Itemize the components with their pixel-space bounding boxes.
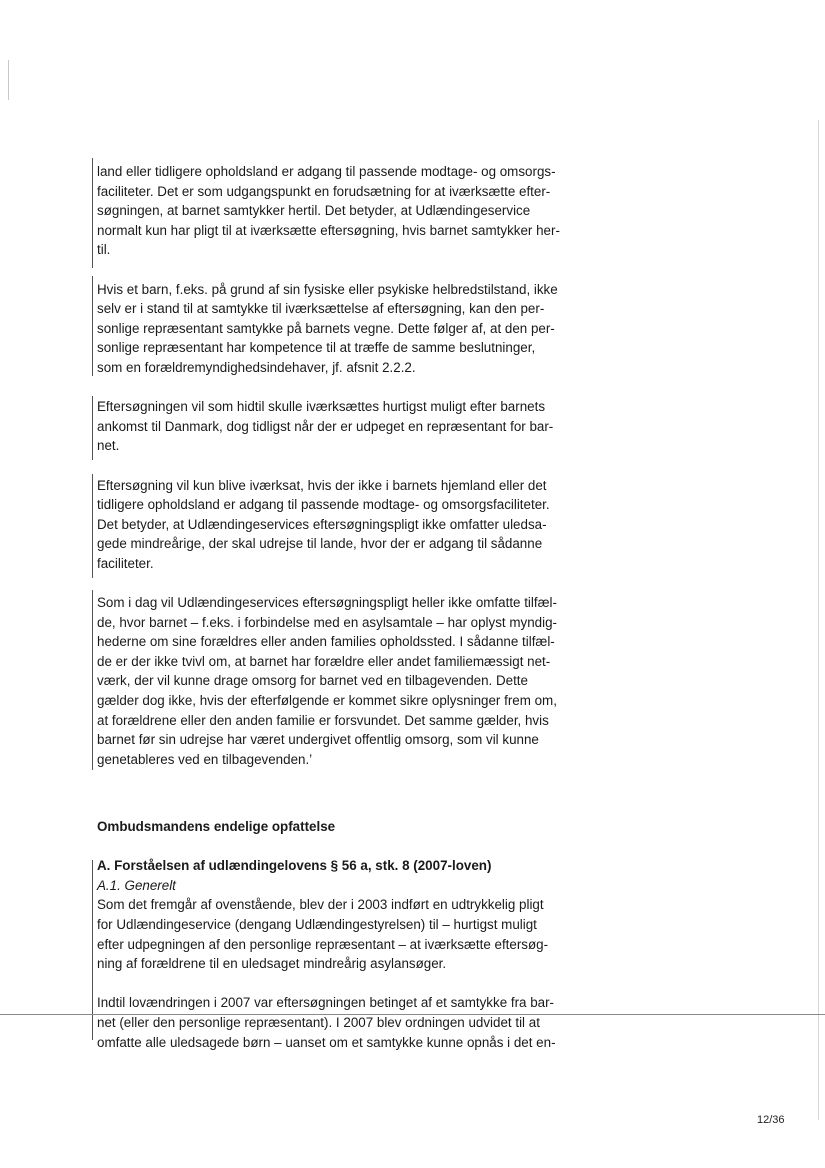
- body-paragraph: Som det fremgår af ovenstående, blev der i 2003 indført en udtrykkelig pligt for Udlændingeservice (dengang Udlændingestyrelsen) til – hurtigst muligt efter udpegningen af den personlige repræsentant – at iværksætte eftersøg- ning af forældrene til en uledsaget mindreårig asylansøger.: [97, 897, 549, 972]
- margin-marker-line: [92, 590, 93, 770]
- margin-marker-line: [92, 396, 93, 460]
- margin-marker-line: [92, 474, 93, 578]
- page-number: 12/36: [757, 1114, 785, 1126]
- document-body: [97, 162, 585, 1072]
- scan-artifact: [8, 60, 9, 100]
- margin-marker-line: [92, 158, 93, 268]
- body-paragraph: Som i dag vil Udlændingeservices eftersøgningspligt heller ikke omfatte tilfæl- de, hvor barnet – f.eks. i forbindelse med en asylsamtale – har oplyst myndig- hederne om sine forældres eller anden families opholdssted. I sådanne tilfæl- de er der ikke tvivl om, at barnet har forældre eller andet familiemæssigt net- værk, der vil kunne drage omsorg for barnet ved en tilbagevenden. Dette gælder dog ikke, hvis der efterfølgende er kommet sikre oplysninger frem om, at forældrene eller den anden familie er forsvundet. Det samme gælder, hvis barnet før sin udrejse har været undergivet offentlig omsorg, som vil kunne genetableres ved en tilbagevenden.’: [97, 595, 557, 767]
- body-paragraph: Eftersøgningen vil som hidtil skulle iværksættes hurtigst muligt efter barnets ankomst til Danmark, dog tidligst når der er udpeget en repræsentant for bar- net.: [97, 399, 554, 454]
- section-spacer: [97, 789, 585, 817]
- body-paragraph: land eller tidligere opholdsland er adgang til passende modtage- og omsorgs- faciliteter. Det er som udgangspunkt en forudsætning for at iværksætte efter- søgningen, at barnet samtykker hertil. Det betyder, at Udlændingeservice normalt kun har pligt til at iværksætte eftersøgning, hvis barnet samtykker her- til.: [97, 164, 560, 258]
- body-paragraph: Hvis et barn, f.eks. på grund af sin fysiske eller psykiske helbredstilstand, ikke selv er i stand til at samtykke til iværksættelse af eftersøgning, kan den per- sonlige repræsentant samtykke på barnets vegne. Dette følger af, at den per- sonlige repræsentant har kompetence til at træffe de samme beslutninger, som en forældremyndighedsindehaver, jf. afsnit 2.2.2.: [97, 281, 558, 375]
- subsection-label: A.1. Generelt: [97, 877, 176, 893]
- margin-marker-line: [92, 860, 93, 1040]
- subsection-heading: A. Forståelsen af udlændingelovens § 56 a, stk. 8 (2007-loven): [97, 858, 492, 874]
- scan-artifact: [818, 120, 819, 1120]
- body-paragraph: Indtil lovændringen i 2007 var eftersøgningen betinget af et samtykke fra bar- net (eller den personlige repræsentant). I 2007 blev ordningen udvidet til at omfatte alle uledsagede børn – uanset om et samtykke kunne opnås i det en-: [97, 995, 556, 1050]
- margin-marker-line: [92, 276, 93, 376]
- section-heading: Ombudsmandens endelige opfattelse: [97, 819, 336, 834]
- body-paragraph: Eftersøgning vil kun blive iværksat, hvis der ikke i barnets hjemland eller det tidligere opholdsland er adgang til passende modtage- og omsorgsfaciliteter. Det betyder, at Udlændingeservices eftersøgningspligt ikke omfatter uledsa- gede mindreårige, der skal udrejse til lande, hvor der er adgang til sådanne faciliteter.: [97, 477, 550, 571]
